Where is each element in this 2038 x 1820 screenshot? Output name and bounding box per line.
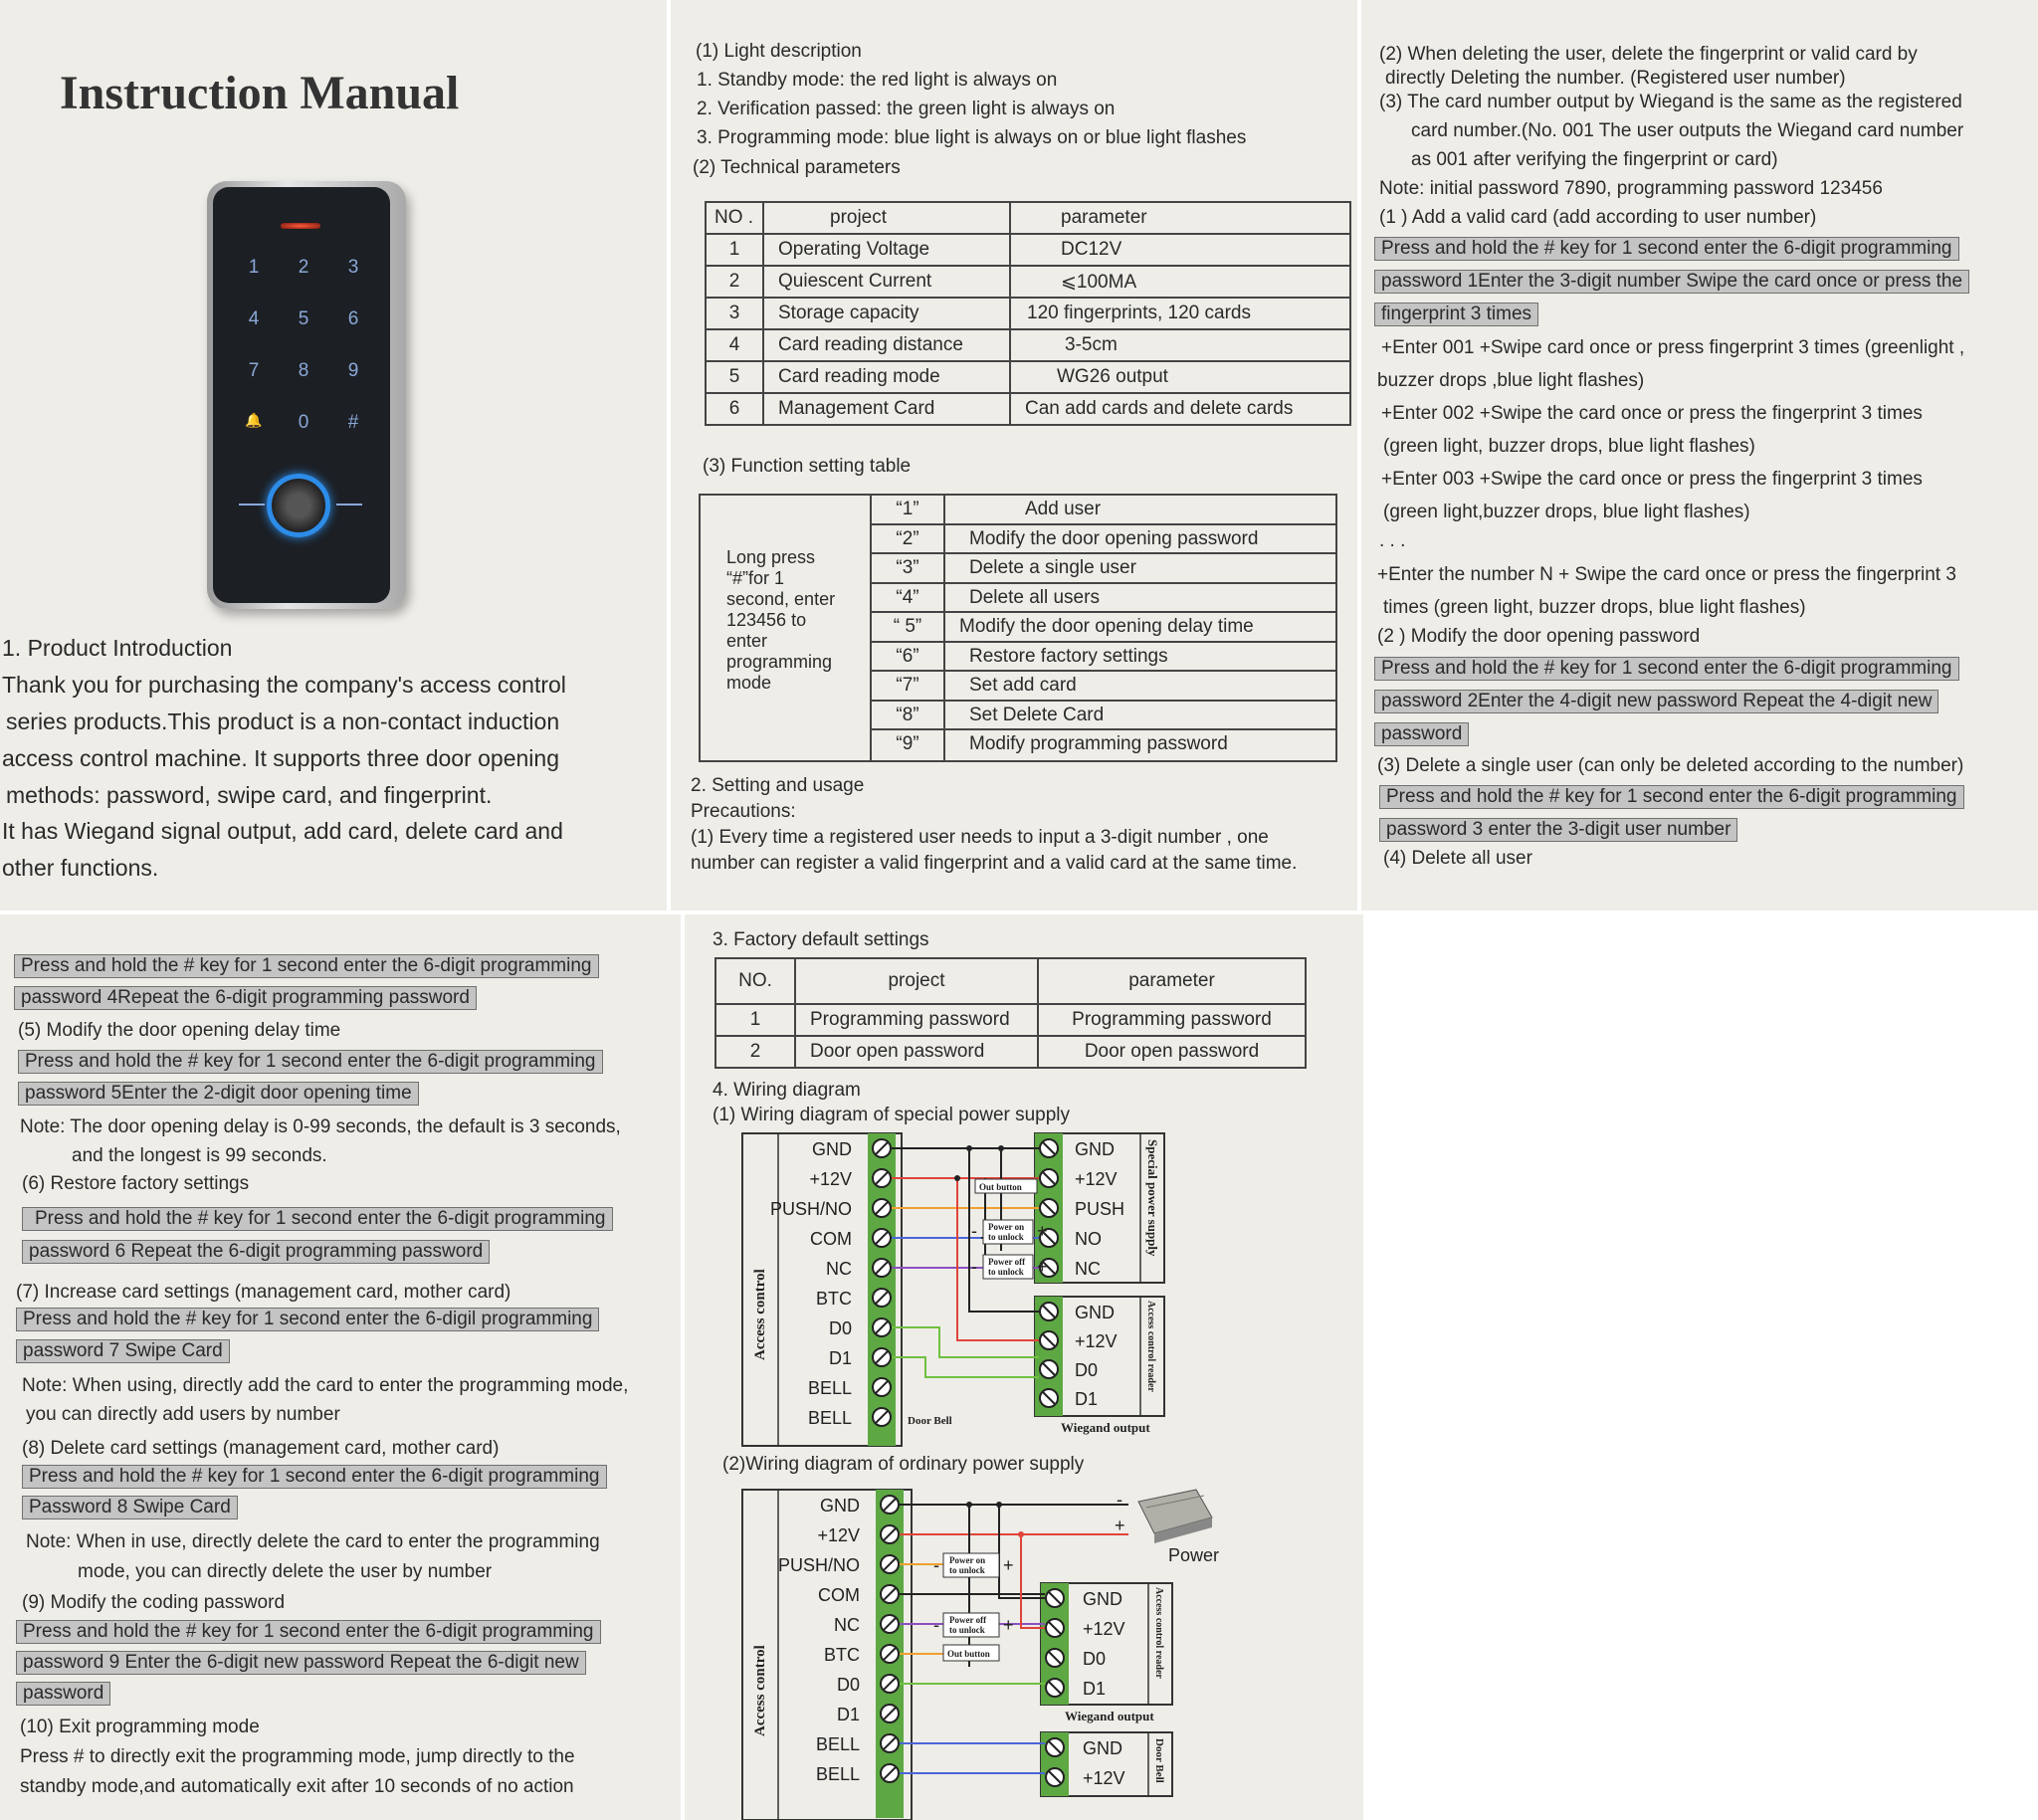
terminal-label: D1 xyxy=(836,1705,860,1724)
key-6: 6 xyxy=(347,308,359,329)
table-cell: 1 xyxy=(706,234,763,266)
func-label: Modify the door opening password xyxy=(969,527,1259,549)
table-cell: Door open password xyxy=(795,1036,1038,1068)
table-row xyxy=(872,730,1335,760)
plus-sign: + xyxy=(1115,1516,1125,1535)
minus-sign: - xyxy=(933,1555,939,1575)
table-header-cell: NO . xyxy=(706,202,763,234)
access-reader-label: Access control reader xyxy=(1145,1301,1156,1392)
manual-title: Instruction Manual xyxy=(60,67,460,119)
terminal-label: +12V xyxy=(1083,1619,1125,1639)
terminal-label: +12V xyxy=(1075,1331,1118,1351)
table-header-cell: NO. xyxy=(715,958,795,1004)
func-left-line: second, enter xyxy=(726,589,836,609)
text-line: +Enter the number N + Swipe the card once or press the fingerprint 3 xyxy=(1377,564,1956,585)
wiring-sub-1: (1) Wiring diagram of special power supply xyxy=(713,1105,1071,1125)
special-power-label: Special power supply xyxy=(1145,1139,1160,1257)
func-left-line: “#”for 1 xyxy=(726,568,785,588)
table-cell: Card reading distance xyxy=(763,329,1010,361)
intro-line: It has Wiegand signal output, add card, delete card and xyxy=(2,818,563,844)
wiring-diagram-ordinary xyxy=(740,1488,1258,1820)
plus-sign: + xyxy=(1037,1257,1048,1277)
key-7: 7 xyxy=(248,360,260,381)
highlight-step: password xyxy=(1374,722,1469,746)
light-line: 1. Standby mode: the red light is always on xyxy=(697,70,1058,91)
func-key: “ 5” xyxy=(872,613,945,641)
terminal-label: COM xyxy=(818,1585,860,1605)
highlight-step: password 7 Swipe Card xyxy=(16,1339,230,1363)
note-line: Note: initial password 7890, programming password 123456 xyxy=(1379,178,1883,199)
terminal-labels xyxy=(770,1139,852,1428)
highlight-step: password 9 Enter the 6-digit new password Repeat the 6-digit new xyxy=(16,1651,586,1675)
precautions-label: Precautions: xyxy=(691,801,796,822)
text-line: buzzer drops ,blue light flashes) xyxy=(1377,370,1645,391)
terminal-label: GND xyxy=(1075,1139,1115,1159)
table-cell: Door open password xyxy=(1038,1036,1306,1068)
tech-heading: (2) Technical parameters xyxy=(693,157,901,178)
func-label: Set add card xyxy=(969,675,1077,696)
key-2: 2 xyxy=(298,257,309,278)
table-cell: Can add cards and delete cards xyxy=(1010,393,1350,425)
terminal-label: +12V xyxy=(809,1169,852,1189)
terminal-label: D1 xyxy=(828,1348,852,1368)
table-cell: 120 fingerprints, 120 cards xyxy=(1010,298,1350,329)
text-line: directly Deleting the number. (Registered user number) xyxy=(1385,68,1846,89)
table-cell: Storage capacity xyxy=(763,298,1010,329)
terminal-label: NC xyxy=(834,1615,860,1635)
terminal-label: PUSH xyxy=(1075,1199,1125,1219)
table-row xyxy=(872,584,1335,614)
key-8: 8 xyxy=(298,360,309,381)
table-cell: 3 xyxy=(706,298,763,329)
func-label: Delete all users xyxy=(969,586,1100,608)
terminal-label: GND xyxy=(1083,1738,1122,1758)
intro-heading: 1. Product Introduction xyxy=(2,635,233,661)
table-cell: Programming password xyxy=(795,1004,1038,1036)
func-key: “8” xyxy=(872,702,945,729)
access-control-label: Access control xyxy=(752,1645,768,1736)
table-cell: Programming password xyxy=(1038,1004,1306,1036)
terminal-label: PUSH/NO xyxy=(777,1555,860,1575)
cover-panel xyxy=(0,0,667,910)
terminal-label: BELL xyxy=(807,1408,852,1428)
section-heading: (5) Modify the door opening delay time xyxy=(18,1020,341,1041)
table-header-cell: project xyxy=(763,202,1010,234)
text-line: times (green light, buzzer drops, blue light flashes) xyxy=(1383,597,1806,618)
table-header-cell: parameter xyxy=(1010,202,1350,234)
table-cell: Operating Voltage xyxy=(763,234,1010,266)
table-cell: 3-5cm xyxy=(1010,329,1350,361)
power-off-label: to unlock xyxy=(988,1267,1024,1277)
factory-heading: 3. Factory default settings xyxy=(713,929,929,950)
table-row xyxy=(872,643,1335,673)
power-supply-icon xyxy=(1138,1490,1212,1543)
terminal-label: GND xyxy=(1075,1303,1115,1322)
minus-sign: - xyxy=(971,1257,977,1277)
terminal-label: +12V xyxy=(817,1525,860,1545)
table-cell: 1 xyxy=(715,1004,795,1036)
table-cell: WG26 output xyxy=(1010,361,1350,393)
terminal-label: GND xyxy=(820,1496,860,1516)
wiring-sub-2: (2)Wiring diagram of ordinary power supply xyxy=(722,1454,1085,1475)
highlight-step: Press and hold the # key for 1 second enter the 6-digit programming xyxy=(14,954,599,978)
access-control-label: Access control xyxy=(752,1269,768,1360)
door-bell-block-label: Door Bell xyxy=(1153,1738,1165,1783)
text-line: (green light, buzzer drops, blue light flashes) xyxy=(1383,436,1755,457)
section-heading: (1 ) Add a valid card (add according to user number) xyxy=(1379,207,1817,228)
spec-panel xyxy=(671,0,1357,910)
text-line: +Enter 003 +Swipe the card once or press the fingerprint 3 times xyxy=(1381,469,1923,490)
section-heading: (8) Delete card settings (management card, mother card) xyxy=(22,1438,500,1459)
section-heading: (2 ) Modify the door opening password xyxy=(1377,626,1701,647)
func-rows xyxy=(872,496,1335,760)
func-key: “2” xyxy=(872,525,945,553)
highlight-step: Press and hold the # key for 1 second enter the 6-digil programming xyxy=(16,1308,599,1331)
highlight-step: Press and hold the # key for 1 second enter the 6-digit programming xyxy=(18,1050,603,1074)
power-off-label: Power off xyxy=(988,1257,1026,1267)
device-image xyxy=(207,181,406,609)
func-label: Add user xyxy=(1025,499,1102,519)
wiegand-label: Wiegand output xyxy=(1061,1420,1150,1435)
bell-icon: 🔔 xyxy=(245,412,263,428)
key-9: 9 xyxy=(347,360,359,381)
func-label: Modify programming password xyxy=(969,733,1228,754)
highlight-step: fingerprint 3 times xyxy=(1374,303,1538,326)
terminal-label: BTC xyxy=(816,1289,852,1309)
light-line: 3. Programming mode: blue light is always on or blue light flashes xyxy=(697,127,1247,148)
light-line: 2. Verification passed: the green light is always on xyxy=(697,99,1116,119)
highlight-step: password 1Enter the 3-digit number Swipe the card once or press the xyxy=(1374,270,1969,294)
section-heading: (10) Exit programming mode xyxy=(20,1717,260,1737)
power-off-label: Power off xyxy=(949,1615,987,1625)
led-icon xyxy=(281,223,320,229)
text-line: as 001 after verifying the fingerprint or card) xyxy=(1411,149,1778,170)
terminal-label: COM xyxy=(810,1229,852,1249)
wiring-diagram-special xyxy=(740,1131,1238,1480)
table-cell: Quiescent Current xyxy=(763,266,1010,298)
table-cell: Card reading mode xyxy=(763,361,1010,393)
section-heading: (4) Delete all user xyxy=(1383,848,1532,869)
highlight-step: password 6 Repeat the 6-digit programming password xyxy=(22,1240,490,1264)
terminal-label: +12V xyxy=(1083,1768,1125,1788)
table-row xyxy=(715,1036,1306,1068)
func-label: Restore factory settings xyxy=(969,645,1168,667)
key-3: 3 xyxy=(347,257,359,278)
func-heading: (3) Function setting table xyxy=(703,456,912,477)
highlight-step: password xyxy=(16,1682,110,1706)
func-left-line: programming xyxy=(726,652,833,672)
table-cell: 2 xyxy=(706,266,763,298)
func-label: Set Delete Card xyxy=(969,704,1105,725)
func-key: “7” xyxy=(872,672,945,700)
table-cell: 6 xyxy=(706,393,763,425)
section-heading: (9) Modify the coding password xyxy=(22,1592,286,1613)
key-0: 0 xyxy=(298,412,309,433)
text-line: (green light,buzzer drops, blue light flashes) xyxy=(1383,502,1750,522)
table-row xyxy=(872,525,1335,555)
settings-panel-1 xyxy=(1361,0,2038,910)
table-cell: 5 xyxy=(706,361,763,393)
power-on-label: to unlock xyxy=(949,1565,985,1575)
func-table xyxy=(699,494,1337,762)
text-line: standby mode,and automatically exit after 10 seconds of no action xyxy=(20,1776,574,1797)
table-row xyxy=(872,613,1335,643)
table-cell: Management Card xyxy=(763,393,1010,425)
table-row xyxy=(872,672,1335,702)
power-label: Power xyxy=(1168,1545,1220,1565)
out-button-label: Out button xyxy=(979,1182,1022,1192)
table-header-cell: parameter xyxy=(1038,958,1306,1004)
highlight-step: password 5Enter the 2-digit door opening time xyxy=(18,1082,419,1106)
terminal-label: NC xyxy=(1075,1259,1101,1279)
text-line: +Enter 002 +Swipe the card once or press the fingerprint 3 times xyxy=(1381,403,1923,424)
highlight-step: password 4Repeat the 6-digit programming password xyxy=(14,986,477,1010)
func-left-line: 123456 to xyxy=(726,610,807,630)
terminal-label: BELL xyxy=(815,1734,860,1754)
terminal-label: D0 xyxy=(1083,1649,1107,1669)
intro-line: other functions. xyxy=(2,855,159,881)
terminal-label: D0 xyxy=(828,1318,852,1338)
func-key: “3” xyxy=(872,554,945,582)
note-line: and the longest is 99 seconds. xyxy=(72,1145,327,1166)
table-row xyxy=(706,266,1350,298)
power-off-label: to unlock xyxy=(949,1625,985,1635)
func-label: Modify the door opening delay time xyxy=(959,616,1254,637)
terminal-label: D1 xyxy=(1083,1679,1107,1699)
access-reader-label: Access control reader xyxy=(1153,1587,1164,1679)
table-row xyxy=(715,1004,1306,1036)
table-header-row xyxy=(715,958,1306,1004)
highlight-step: Press and hold the # key for 1 second enter the 6-digit programming xyxy=(22,1465,607,1489)
minus-sign: - xyxy=(933,1615,939,1635)
door-bell-label: Door Bell xyxy=(908,1415,952,1427)
func-left-line: Long press xyxy=(726,547,816,567)
table-row xyxy=(706,329,1350,361)
key-1: 1 xyxy=(248,257,260,278)
terminal-label: D0 xyxy=(1075,1360,1099,1380)
intro-line: access control machine. It supports three door opening xyxy=(2,745,559,771)
setting-heading: 2. Setting and usage xyxy=(691,775,865,796)
power-on-label: to unlock xyxy=(988,1232,1024,1242)
table-cell: DC12V xyxy=(1010,234,1350,266)
highlight-step: Press and hold the # key for 1 second enter the 6-digit programming xyxy=(1374,237,1959,261)
highlight-step: Press and hold the # key for 1 second enter the 6-digit programming xyxy=(1379,785,1964,809)
power-on-label: Power on xyxy=(949,1555,986,1565)
func-left-cell xyxy=(701,496,872,760)
func-label: Delete a single user xyxy=(969,557,1136,578)
out-button-label: Out button xyxy=(947,1649,990,1659)
table-cell: 2 xyxy=(715,1036,795,1068)
terminal-label: PUSH/NO xyxy=(769,1199,852,1219)
func-left-line: mode xyxy=(726,673,772,693)
intro-line: series products.This product is a non-contact induction xyxy=(6,708,560,734)
text-line: +Enter 001 +Swipe card once or press fingerprint 3 times (greenlight , xyxy=(1381,337,1965,358)
minus-sign: - xyxy=(971,1221,977,1241)
factory-table xyxy=(714,957,1307,1069)
func-key: “6” xyxy=(872,643,945,671)
settings-panel-2 xyxy=(0,914,681,1820)
key-hash: # xyxy=(347,412,359,433)
tech-table xyxy=(705,201,1351,426)
terminal-label: +12V xyxy=(1075,1169,1118,1189)
highlight-step: Password 8 Swipe Card xyxy=(22,1496,238,1519)
highlight-step: Press and hold the # key for 1 second enter the 6-digit programming xyxy=(16,1620,601,1644)
keypad xyxy=(229,257,378,434)
section-heading: (7) Increase card settings (management card, mother card) xyxy=(16,1282,511,1303)
note-line: Note: The door opening delay is 0-99 seconds, the default is 3 seconds, xyxy=(20,1116,621,1137)
table-row xyxy=(706,234,1350,266)
highlight-step: password 3 enter the 3-digit user number xyxy=(1379,818,1737,842)
note-line: you can directly add users by number xyxy=(26,1404,340,1425)
terminal-label: GND xyxy=(812,1139,852,1159)
highlight-step: Press and hold the # key for 1 second enter the 6-digit programming xyxy=(22,1207,613,1231)
table-row xyxy=(872,554,1335,584)
terminal-label: D0 xyxy=(836,1675,860,1695)
terminal-label: GND xyxy=(1083,1589,1122,1609)
func-key: “1” xyxy=(872,496,945,523)
fingerprint-sensor-icon xyxy=(267,474,330,537)
table-row xyxy=(872,702,1335,731)
highlight-step: password 2Enter the 4-digit new password Repeat the 4-digit new xyxy=(1374,690,1938,713)
table-cell: ⩽100MA xyxy=(1010,266,1350,298)
plus-sign: + xyxy=(1037,1221,1048,1241)
terminal-label: BTC xyxy=(824,1645,860,1665)
text-line: . . . xyxy=(1379,530,1406,551)
light-heading: (1) Light description xyxy=(696,41,862,62)
terminal-label: BELL xyxy=(807,1378,852,1398)
minus-sign: - xyxy=(1117,1490,1122,1510)
note-line: Note: When using, directly add the card to enter the programming mode, xyxy=(22,1375,629,1396)
terminal-label: NO xyxy=(1075,1229,1102,1249)
plus-sign: + xyxy=(1003,1555,1014,1575)
wiegand-label: Wiegand output xyxy=(1065,1709,1154,1723)
precaution-line: number can register a valid fingerprint and a valid card at the same time. xyxy=(691,853,1298,874)
func-key: “9” xyxy=(872,730,945,760)
key-5: 5 xyxy=(298,308,309,329)
wiring-heading: 4. Wiring diagram xyxy=(713,1080,861,1101)
text-line: Press # to directly exit the programming mode, jump directly to the xyxy=(20,1746,575,1767)
intro-line: methods: password, swipe card, and fingerprint. xyxy=(6,782,493,808)
table-row xyxy=(706,298,1350,329)
text-line: card number.(No. 001 The user outputs the Wiegand card number xyxy=(1411,120,1964,141)
text-line: (2) When deleting the user, delete the fingerprint or valid card by xyxy=(1379,44,1918,65)
table-row xyxy=(706,361,1350,393)
wiring-panel xyxy=(685,914,1363,1820)
func-left-line: enter xyxy=(726,631,768,651)
table-cell: 4 xyxy=(706,329,763,361)
note-line: mode, you can directly delete the user by number xyxy=(78,1561,493,1582)
intro-line: Thank you for purchasing the company's access control xyxy=(2,672,566,698)
table-row xyxy=(706,393,1350,425)
precaution-line: (1) Every time a registered user needs to input a 3-digit number , one xyxy=(691,827,1269,848)
table-row xyxy=(872,496,1335,525)
section-heading: (3) Delete a single user (can only be deleted according to the number) xyxy=(1377,755,1964,776)
table-header-row xyxy=(706,202,1350,234)
func-key: “4” xyxy=(872,584,945,612)
terminal-label: NC xyxy=(826,1259,852,1279)
plus-sign: + xyxy=(1003,1615,1014,1635)
note-line: Note: When in use, directly delete the card to enter the programming xyxy=(26,1531,600,1552)
power-on-label: Power on xyxy=(988,1222,1025,1232)
highlight-step: Press and hold the # key for 1 second enter the 6-digit programming xyxy=(1374,657,1959,681)
terminal-label: D1 xyxy=(1075,1389,1099,1409)
section-heading: (6) Restore factory settings xyxy=(22,1173,250,1194)
table-header-cell: project xyxy=(795,958,1038,1004)
terminal-label: BELL xyxy=(815,1764,860,1784)
text-line: (3) The card number output by Wiegand is the same as the registered xyxy=(1379,92,1962,112)
key-4: 4 xyxy=(248,308,260,329)
